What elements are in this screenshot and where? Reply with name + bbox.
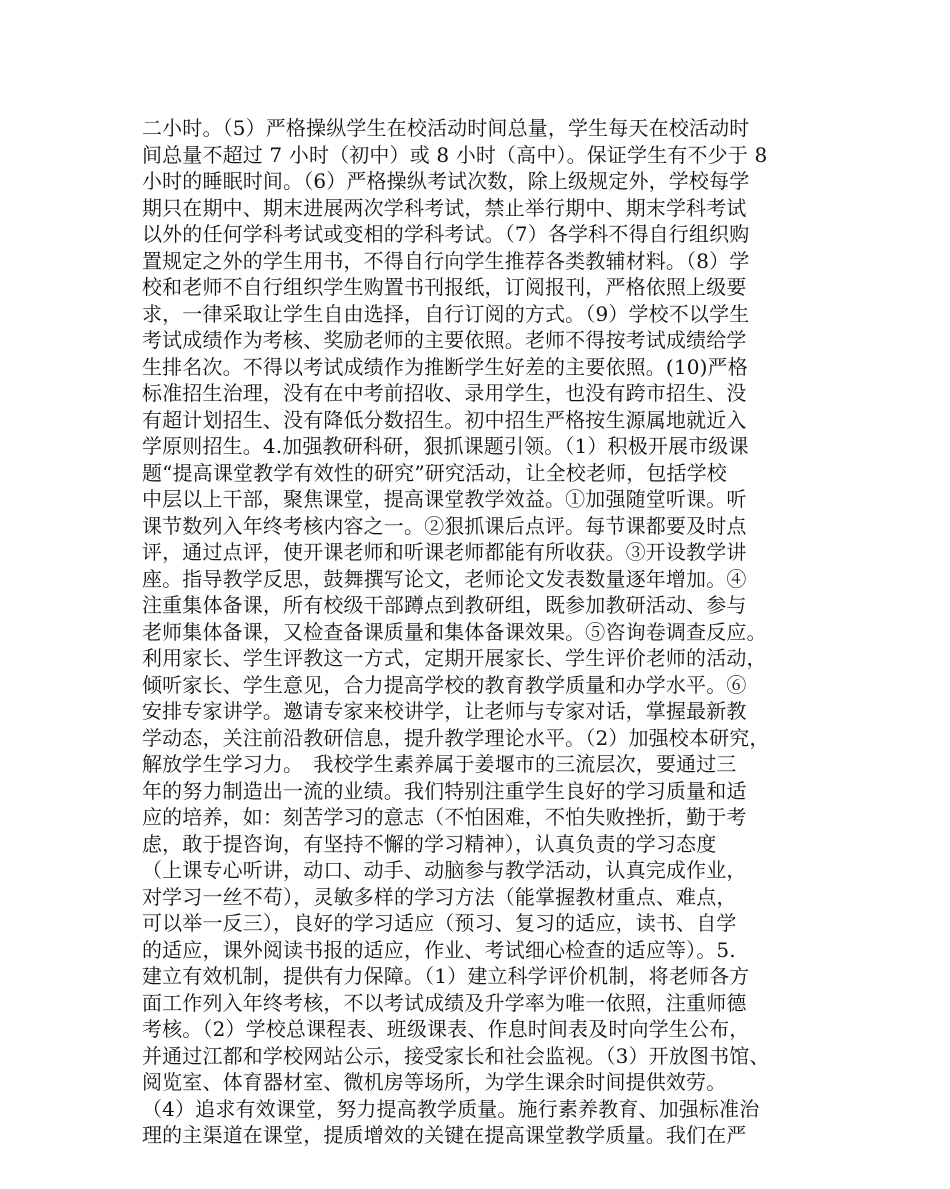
text-line: 的适应，课外阅读书报的适应，作业、考试细心检查的适应等）。5. — [142, 937, 736, 962]
text-line: 理的主渠道在课堂，提质增效的关键在提高课堂教学质量。我们在严 — [142, 1123, 747, 1147]
text-line: 以外的任何学科考试或变相的学科考试。（7）各学科不得自行组织购 — [142, 222, 750, 246]
text-line: （上课专心听讲，动口、动手、动脑参与教学活动，认真完成作业， — [142, 858, 747, 882]
text-line: 安排专家讲学。邀请专家来校讲学，让老师与专家对话，掌握最新教 — [142, 699, 747, 723]
text-line: 中层以上干部，聚焦课堂，提高课堂教学效益。①加强随堂听课。听 — [142, 487, 747, 511]
text-line: 并通过江都和学校网站公示，接受家长和社会监视。（3）开放图书馆、 — [142, 1043, 770, 1068]
text-line: 间总量不超过 7 小时（初中）或 8 小时（高中）。保证学生有不少于 8 — [142, 142, 768, 167]
text-line: 生排名次。不得以考试成绩作为推断学生好差的主要依照。(10)严格 — [142, 354, 748, 379]
text-line: 有超计划招生、没有降低分数招生。初中招生严格按生源属地就近入 — [142, 407, 747, 432]
text-line: 可以举一反三），良好的学习适应（预习、复习的适应，读书、自学 — [142, 911, 737, 935]
text-line: 小时的睡眠时间。（6）严格操纵考试次数，除上级规定外，学校每学 — [142, 169, 750, 193]
text-line: 评，通过点评，使开课老师和听课老师都能有所收获。③开设教学讲 — [142, 540, 747, 564]
text-line: 建立有效机制，提供有力保障。（1）建立科学评价机制，将老师各方 — [142, 964, 750, 988]
text-line: 学原则招生。4.加强教研科研，狠抓课题引领。（1）积极开展市级课 — [142, 434, 749, 458]
text-line: 学动态，关注前沿教研信息，提升教学理论水平。（2）加强校本研究， — [142, 725, 770, 750]
text-line: 考核。（2）学校总课程表、班级课表、作息时间表及时向学生公布， — [142, 1017, 750, 1041]
text-line: 老师集体备课，又检查备课质量和集体备课效果。⑤咨询卷调查反应。 — [142, 619, 767, 644]
text-line: 注重集体备课，所有校级干部蹲点到教研组，既参加教研活动、参与 — [142, 593, 747, 617]
text-line: 二小时。（5）严格操纵学生在校活动时间总量，学生每天在校活动时 — [142, 116, 750, 140]
text-line: 利用家长、学生评教这一方式，定期开展家长、学生评价老师的活动， — [142, 646, 767, 670]
text-line: 题“提高课堂教学有效性的研究”研究活动，让全校老师，包括学校 — [142, 460, 727, 485]
text-line: 年的努力制造出一流的业绩。我们特别注重学生良好的学习质量和适 — [142, 778, 747, 803]
text-line: 课节数列入年终考核内容之一。②狠抓课后点评。每节课都要及时点 — [142, 513, 747, 538]
text-line: 座。指导教学反思，鼓舞撰写论文，老师论文发表数量逐年增加。④ — [142, 566, 747, 591]
text-line: 期只在期中、期末进展两次学科考试，禁止举行期中、期末学科考试 — [142, 195, 747, 220]
text-line: 对学习一丝不苟），灵敏多样的学习方法（能掌握教材重点、难点， — [142, 884, 737, 909]
text-line: 虑，敢于提咨询，有坚持不懈的学习精神），认真负责的学习态度 — [142, 831, 717, 856]
text-line: 标准招生治理，没有在中考前招收、录用学生，也没有跨市招生、没 — [142, 381, 747, 405]
text-line: 求，一律采取让学生自由选择，自行订阅的方式。（9）学校不以学生 — [142, 301, 750, 326]
text-line: 校和老师不自行组织学生购置书刊报纸，订阅报刊，严格依照上级要 — [142, 275, 747, 299]
text-line: 倾听家长、学生意见，合力提高学校的教育教学质量和办学水平。⑥ — [142, 672, 747, 697]
text-line: （4）追求有效课堂，努力提高教学质量。施行素养教育、加强标准治 — [142, 1096, 760, 1121]
text-line: 考试成绩作为考核、奖励老师的主要依照。老师不得按考试成绩给学 — [142, 328, 747, 352]
text-line: 阅览室、体育器材室、微机房等场所，为学生课余时间提供效劳。 — [142, 1070, 727, 1094]
text-line: 解放学生学习力。 我校学生素养属于姜堰市的三流层次，要通过三 — [142, 752, 737, 776]
text-line: 应的培养，如：刻苦学习的意志（不怕困难，不怕失败挫折，勤于考 — [142, 805, 747, 829]
text-line: 面工作列入年终考核，不以考试成绩及升学率为唯一依照，注重师德 — [142, 990, 747, 1015]
text-line: 置规定之外的学生用书，不得自行向学生推荐各类教辅材料。（8）学 — [142, 248, 750, 273]
body-text — [142, 115, 822, 1149]
